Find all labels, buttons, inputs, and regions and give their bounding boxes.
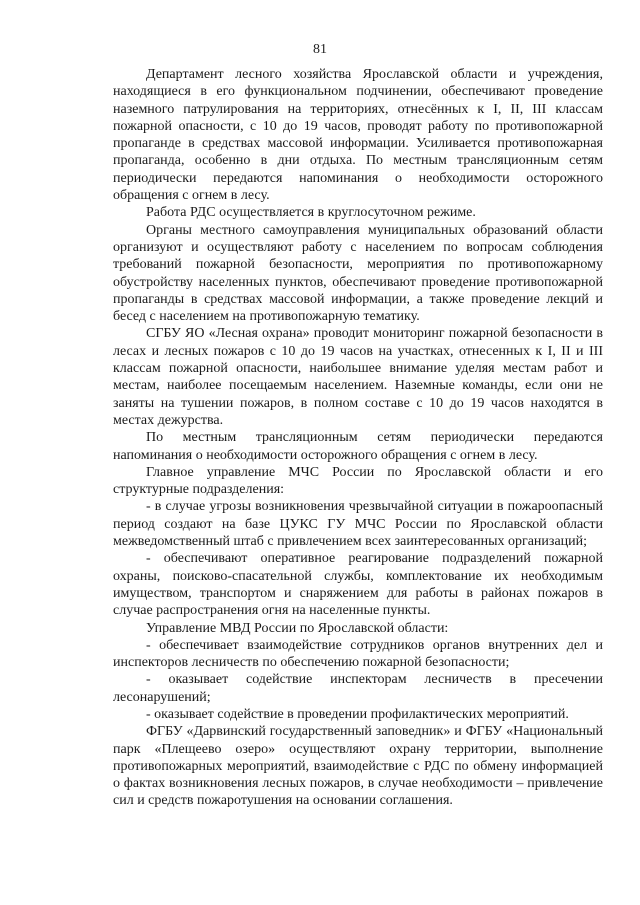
list-item-violation-prevention: - оказывает содействие инспекторам лесничеств в пресечении лесонарушений; bbox=[113, 672, 603, 705]
paragraph-forest-guard: СГБУ ЯО «Лесная охрана» проводит мониторинг пожарной безопасности в лесах и лесных пожаров с 10 до 19 часов на участках, отнесенных к I, II и III классам пожарной опасности, наибольшее внимание уделяя местам работ и местам, наиболее посещаемым населением. Наземные команды, если они не заняты на тушении пожаров, в полном составе с 10 до 19 часов находятся в местах дежурства. bbox=[113, 326, 603, 428]
paragraph-forestry-department: Департамент лесного хозяйства Ярославской области и учреждения, находящиеся в его функциональном подчинении, обеспечивают проведение наземного патрулирования на территориях, отнесённых к I, II, III классам пожарной опасности, с 10 до 19 часов, проводят работу по противопожарной пропаганде в средствах массовой информации. Усиливается противопожарная пропаганда, особенно в дни отдыха. По местным трансляционным сетям периодически передаются напоминания о необходимости осторожного обращения с огнем в лесу. bbox=[113, 67, 603, 204]
paragraph-broadcast-reminders: По местным трансляционным сетям периодически передаются напоминания о необходимости осторожного обращения с огнем в лесу. bbox=[113, 430, 603, 463]
page-number: 81 bbox=[313, 42, 327, 57]
paragraph-rds-schedule: Работа РДС осуществляется в круглосуточном режиме. bbox=[146, 205, 476, 221]
list-item-emergency-headquarters: - в случае угрозы возникновения чрезвычайной ситуации в пожароопасный период создают на базе ЦУКС ГУ МЧС России по Ярославской области межведомственный штаб с привлечением всех заинтересованных организаций; bbox=[113, 499, 603, 550]
list-item-emergency-response: - обеспечивают оперативное реагирование подразделений пожарной охраны, поисково-спасательной службы, комплектование их необходимым имуществом, транспортом и снаряжением для работы в районах пожаров в случае распространения огня на населенные пункты. bbox=[113, 551, 603, 619]
paragraph-local-government: Органы местного самоуправления муниципальных образований области организуют и осуществляют работу с населением по вопросам соблюдения требований пожарной безопасности, мероприятия по противопожарному обустройству населенных пунктов, обеспечивают проведение противопожарной пропаганды в средствах массовой информации, а также проведение лекций и бесед с населением на противопожарную тематику. bbox=[113, 222, 603, 325]
list-item-police-cooperation: - обеспечивает взаимодействие сотрудников органов внутренних дел и инспекторов лесничеств по обеспечению пожарной безопасности; bbox=[113, 637, 603, 671]
paragraph-emergency-ministry-intro: Главное управление МЧС России по Ярославской области и его структурные подразделения: bbox=[113, 464, 603, 498]
document-body bbox=[113, 66, 603, 810]
paragraph-interior-ministry-intro: Управление МВД России по Ярославской области: bbox=[146, 620, 449, 636]
list-item-preventive-measures: - оказывает содействие в проведении профилактических мероприятий. bbox=[146, 706, 569, 722]
paragraph-reserves-and-parks: ФГБУ «Дарвинский государственный заповедник» и ФГБУ «Национальный парк «Плещеево озеро» осуществляют охрану территории, выполнение противопожарных мероприятий, взаимодействие с РДС по обмену информацией о фактах возникновения лесных пожаров, в случае необходимости – привлечение сил и средств пожаротушения на основании соглашения. bbox=[113, 724, 603, 809]
